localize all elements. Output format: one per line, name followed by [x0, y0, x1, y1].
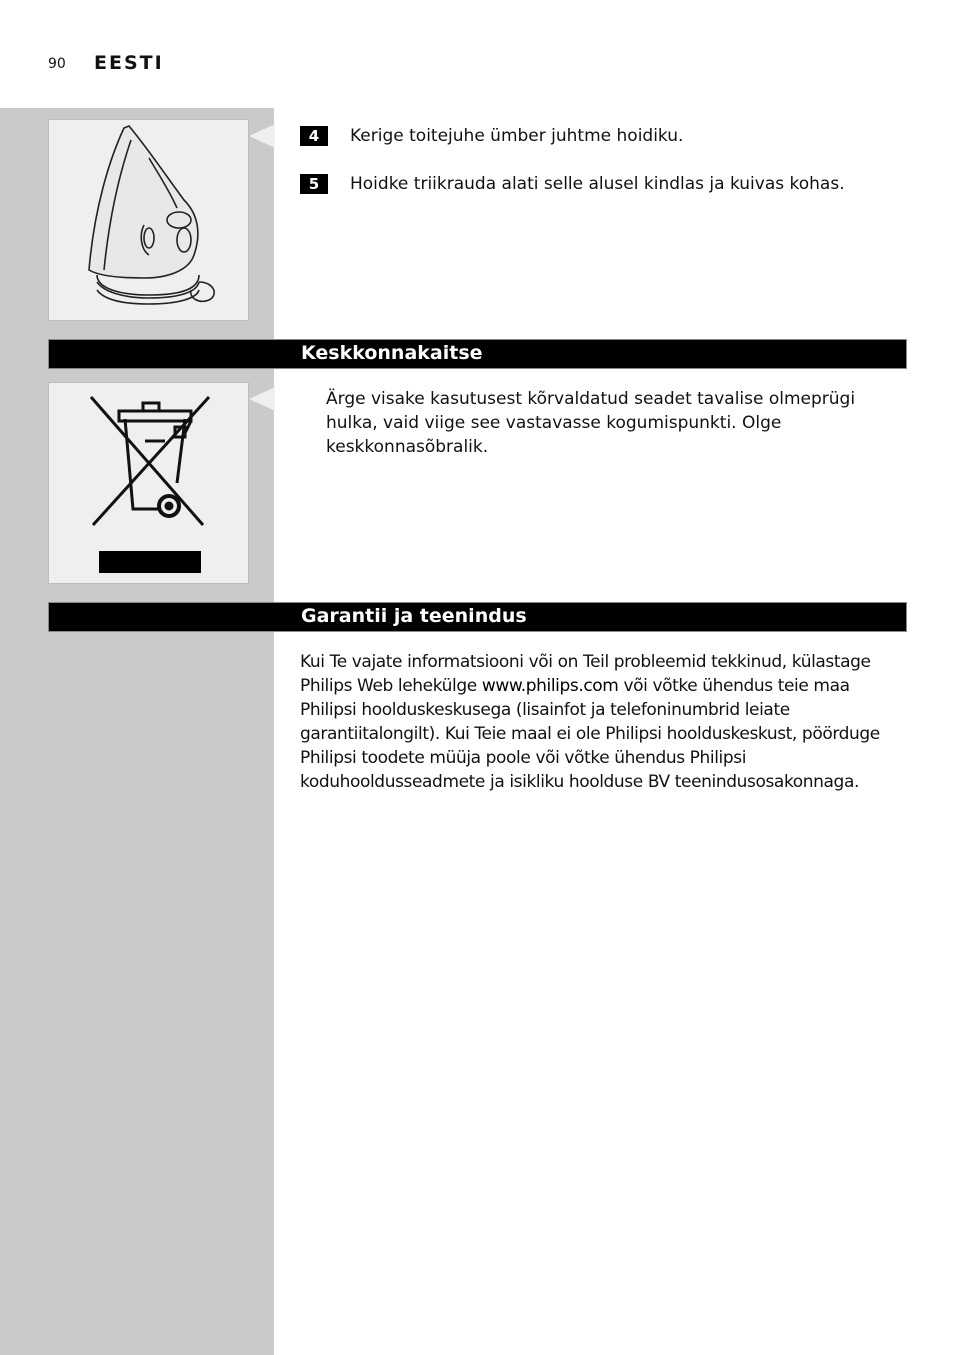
warranty-text-after: või võtke ühendus teie maa Philipsi hoolduskeskusega (lisainfot ja telefoninumbrid leiate garantiitalongilt). Kui Teie maal ei ole Philipsi hoolduskeskust, pöörduge Philipsi toodete müüja poole või võtke ühendus Philipsi koduhooldusseadmete ja isikliku hoolduse BV teenindusosakonnaga. [300, 676, 880, 792]
warranty-text [300, 650, 896, 794]
page-number: 90 [48, 56, 66, 72]
warranty-text-before: Kui Te vajate informatsiooni või on Teil probleemid tekkinud, külastage Philips Web lehekülge [300, 652, 871, 696]
section-title: Garantii ja teenindus [301, 605, 527, 627]
section-bar-warranty [48, 602, 907, 632]
crossed-bin-icon [49, 383, 248, 583]
section-bar-environment [48, 339, 907, 369]
environment-text: Ärge visake kasutusest kõrvaldatud seadet tavalise olmeprügi hulka, vaid viige see vastavasse kogumispunkti. Olge keskkonnasõbralik. [326, 389, 856, 457]
step-number: 5 [300, 174, 328, 194]
iron-image-box [48, 119, 249, 321]
bin-image-box [48, 382, 249, 584]
language-heading: EESTI [94, 52, 164, 74]
image-pointer [249, 124, 275, 148]
iron-illustration [49, 120, 248, 320]
step-text: Hoidke triikrauda alati selle alusel kindlas ja kuivas kohas. [350, 174, 845, 194]
step-text: Kerige toitejuhe ümber juhtme hoidiku. [350, 126, 684, 146]
philips-link[interactable]: www.philips.com [481, 676, 619, 696]
image-pointer [249, 387, 275, 411]
step-number: 4 [300, 126, 328, 146]
section-title: Keskkonnakaitse [301, 342, 483, 364]
